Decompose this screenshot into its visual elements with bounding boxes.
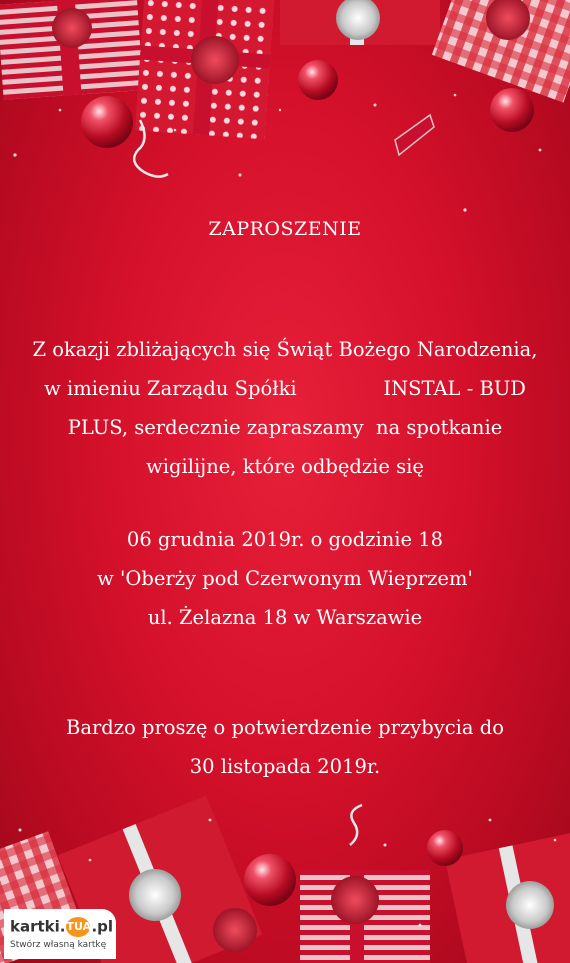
top-center-polka-dot-gift [135,0,275,139]
logo-brand-prefix: kartki. [10,917,66,936]
invitation-title: ZAPROSZENIE [208,218,362,240]
streamer-ribbon [350,805,362,845]
invitation-paragraph-details [20,520,550,637]
logo-brand [10,917,113,937]
logo-tagline: Stwórz własną kartkę [10,940,107,950]
text-line: w imieniu Zarządu Spółki INSTAL - BUD [44,377,526,400]
bauble-ornament [81,96,133,148]
text-line: wigilijne, które odbędzie się [146,455,424,478]
text-line: ul. Żelazna 18 w Warszawie [147,606,423,629]
bauble-ornament [244,854,296,906]
top-right-checkered-gift [432,0,570,103]
text-line: 30 listopada 2019r. [189,755,381,778]
kartki-tua-logo[interactable] [4,909,116,959]
bauble-ornament [298,60,338,100]
logo-brand-suffix: .pl [91,917,114,936]
invitation-paragraph-intro [20,330,550,486]
logo-badge-icon: TUA [66,917,90,937]
bottom-center-striped-gift [300,870,430,963]
text-line: PLUS, serdecznie zapraszamy na spotkanie [67,416,503,439]
text-line: w 'Oberży pod Czerwonym Wieprzem' [97,567,473,590]
bottom-right-red-gift [445,831,570,963]
bauble-ornament [427,830,463,866]
invitation-paragraph-rsvp [20,708,550,786]
top-right-red-gift [280,0,440,45]
streamer-ribbon [395,115,434,155]
text-line: Bardzo proszę o potwierdzenie przybycia do [66,716,504,739]
text-line: Z okazji zbliżających się Świąt Bożego Narodzenia, [32,338,538,361]
text-line: 06 grudnia 2019r. o godzinie 18 [126,528,444,551]
bauble-ornament [490,88,534,132]
top-left-striped-gift [0,0,143,100]
